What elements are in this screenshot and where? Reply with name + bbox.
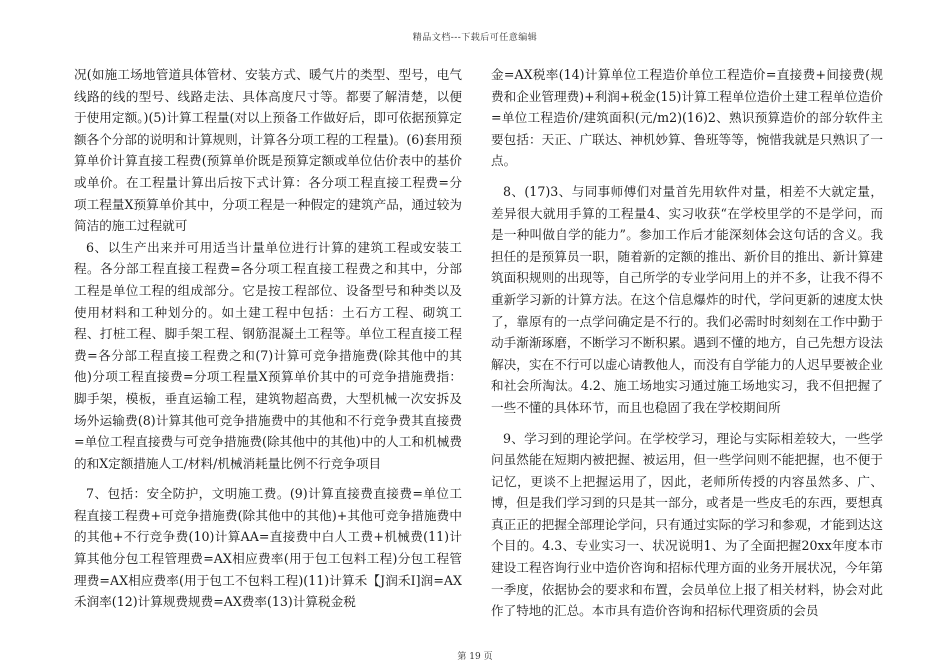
page-header-title: 精品文档---下载后可任意编辑	[412, 33, 538, 43]
paragraph: 金=AX税率(14)计算单位工程造价单位工程造价=直接费+间接费(规费和企业管理费)+利润+税金(15)计算工程单位造价土建工程单位造价=单位工程造价/建筑面积(元/m2)(16)2、熟识预算造价的部分软件主要包括：天正、广联达、神机妙算、鲁班等等，惋惜我就是只熟识了一点。	[491, 67, 883, 169]
page-number: 第 19 页	[457, 652, 493, 662]
paragraph: 6、以生产出来并可用适当计量单位进行计算的建筑工程或安装工程。各分部工程直接工程费=各分项工程直接工程费之和其中，分部工程是单位工程的组成部分。它是按工程部位、设备型号和种类以及使用材料和工种划分的。如土建工程中包括：土石方工程、砌筑工程、打桩工程、脚手架工程、钢筋混凝土工程等。单位工程直接工程费=各分部工程直接工程费之和(7)计算可竞争措施费(除其他中的其他)分项工程直接费=分项工程量X预算单价其中的可竞争措施费指：脚手架，模板，垂直运输工程，建筑物超高费，大型机械一次安拆及场外运输费(8)计算其他可竞争措施费中的其他和不行竞争费其直接费=单位工程直接费与可竞争措施费(除其他中的其他)中的人工和机械费的和X定额措施人工/材料/机械消耗量比例不行竞争项目	[74, 239, 462, 471]
right-text-column	[491, 64, 883, 622]
paragraph: 8、(17)3、与同事师傅们对量首先用软件对量，相差不大就定量，差异很大就用手算的工程量4、实习收获“在学校里学的不是学问，而是一种叫做自学的能力”。参加工作后才能深刻体会这句话的含义。我担任的是预算员一职，随着新的定额的推出、新价目的推出、新计算建筑面积规则的出现等，自己所学的专业学问用上的并不多，让我不得不重新学习新的计算方法。在这个信息爆炸的时代，学问更新的速度太快了，靠原有的一点学问确定是不行的。我们必需时时刻刻在工作中勤于动手渐渐琢磨，不断学习不断积累。遇到不懂的地方，自己先想方设法解决，实在不行可以虚心请教他人，而没有自学能力的人迟早要被企业和社会所淘汰。4.2、施工场地实习通过施工场地实习，我不但把握了一些不懂的具体环节，而且也稳固了我在学校期间所	[491, 183, 883, 415]
paragraph: 况(如施工场地管道具体管材、安装方式、暖气片的类型、型号，电气线路的线的型号、线路走法、具体高度尺寸等。都要了解清楚，以便于使用定额。)(5)计算工程量(对以上预备工作做好后，即可依据预算定额各个分部的说明和计算规则，计算各分项工程的工程量)。(6)套用预算单价计算直接工程费(预算单价既是预算定额或单位估价表中的基价或单价。在工程量计算出后按下式计算：各分项工程直接工程费=分项工程量X预算单价其中，分项工程是一种假定的建筑产品，通过较为简洁的施工过程就可	[74, 67, 462, 234]
paragraph: 9、学习到的理论学问。在学校学习，理论与实际相差较大，一些学问虽然能在短期内被把握、被运用，但一些学问则不能把握，也不便于记忆，更谈不上把握运用了，因此，老师所传授的内容虽然多、广、博，但是我们学习到的只是其一部分，或者是一些皮毛的东西，要想真真正正的把握全部理论学问，只有通过实际的学习和参观，才能到达这个目的。4.3、专业实习一、状况说明1、为了全面把握20xx年度本市建设工程咨询行业中造价咨询和招标代理方面的业务开展状况，今年第一季度，依据协会的要求和布置，会员单位上报了相关材料，协会对此作了特地的汇总。本市具有造价咨询和招标代理资质的会员	[491, 430, 883, 619]
left-text-column	[74, 64, 462, 613]
paragraph: 7、包括：安全防护，文明施工费。(9)计算直接费直接费=单位工程直接工程费+可竞争措施费(除其他中的其他)+其他可竞争措施费中的其他+不行竞争费(10)计算AA=直接费中白人工费+机械费(11)计算其他分包工程管理费=AX相应费率(用于包工包料工程)分包工程管理费=AX相应费率(用于包工不包料工程)(11)计算禾【J润禾I]润=AX禾润率(12)计算规费规费=AX费率(13)计算税金税	[74, 486, 462, 610]
